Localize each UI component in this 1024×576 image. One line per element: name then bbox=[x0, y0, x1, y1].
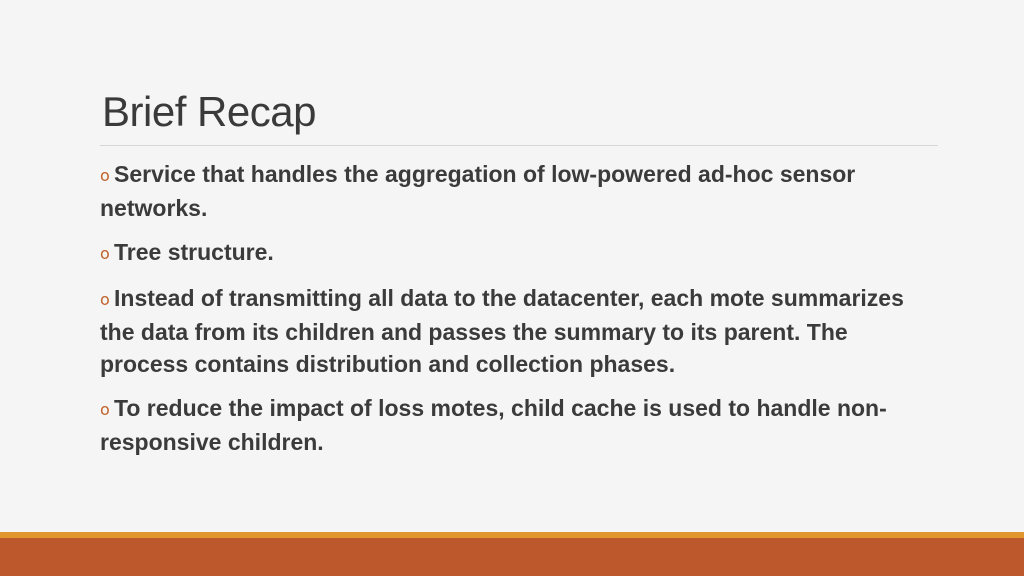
bullet-marker: o bbox=[100, 166, 110, 185]
bullet-marker: o bbox=[100, 244, 110, 263]
bullet-item-2 bbox=[90, 236, 940, 270]
bullet-text: To reduce the impact of loss motes, child cache is used to handle non-responsive children. bbox=[100, 395, 887, 455]
footer-band bbox=[0, 538, 1024, 576]
bullet-marker: o bbox=[100, 290, 110, 309]
bullet-text: Service that handles the aggregation of low-powered ad-hoc sensor networks. bbox=[100, 161, 856, 221]
bullet-item-4 bbox=[90, 392, 940, 458]
bullet-item-1 bbox=[90, 158, 940, 224]
slide-title: Brief Recap bbox=[102, 88, 316, 135]
title-divider bbox=[100, 145, 938, 146]
bullet-marker: o bbox=[100, 400, 110, 419]
bullet-list bbox=[90, 158, 940, 470]
bullet-text: Instead of transmitting all data to the datacenter, each mote summarizes the data from its children and passes the summary to its parent. The process contains distribution and collection phases. bbox=[100, 285, 904, 377]
bullet-text: Tree structure. bbox=[114, 239, 274, 265]
bullet-item-3 bbox=[90, 282, 940, 380]
